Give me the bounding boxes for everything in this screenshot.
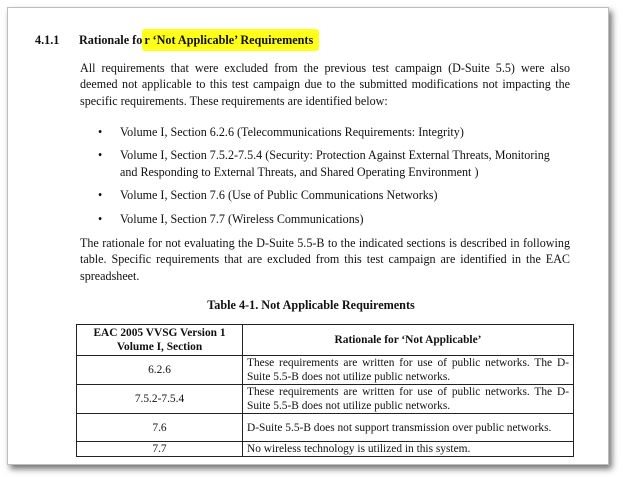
list-item-text: Volume I, Section 7.6 (Use of Public Communications Networks)	[120, 188, 438, 203]
bullet-icon: •	[98, 125, 103, 139]
section-title-highlighted: r ‘Not Applicable’ Requirements	[142, 29, 319, 51]
column-header-section: EAC 2005 VVSG Version 1 Volume I, Section	[77, 325, 243, 356]
requirements-list	[80, 124, 570, 234]
bullet-icon: •	[98, 211, 103, 226]
list-item	[80, 187, 570, 203]
table-row	[77, 414, 574, 442]
rationale-cell: These requirements are written for use of public networks. The D-Suite 5.5-B does not utilize public networks.	[243, 356, 574, 385]
section-cell: 7.5.2-7.5.4	[77, 385, 243, 414]
section-number: 4.1.1	[35, 33, 60, 47]
list-item	[80, 211, 570, 227]
table-row	[77, 385, 574, 414]
rationale-cell: No wireless technology is utilized in this system.	[243, 442, 574, 457]
list-item	[80, 124, 570, 140]
list-item-text: Volume I, Section 7.7 (Wireless Communications)	[120, 211, 364, 226]
not-applicable-table	[76, 324, 574, 457]
table-header-row	[77, 325, 574, 356]
table-row	[77, 356, 574, 385]
section-cell: 7.6	[77, 414, 243, 442]
list-item-text: Volume I, Section 7.5.2-7.5.4 (Security: Protection Against External Threats, Monitoring and Responding to External Threats, and Shared Operating Environment )	[120, 148, 550, 179]
section-title-prefix: Rationale fo	[79, 33, 143, 47]
rationale-cell: D-Suite 5.5-B does not support transmission over public networks.	[243, 414, 574, 442]
table-row	[77, 442, 574, 457]
section-heading	[35, 33, 319, 48]
section-cell: 7.7	[77, 442, 243, 457]
bullet-icon: •	[98, 148, 103, 163]
intro-paragraph: All requirements that were excluded from the previous test campaign (D-Suite 5.5) were also deemed not applicable to this test campaign due to the submitted modifications not impacting the specific requirements. These requirements are identified below:	[80, 61, 570, 108]
list-item-text: Volume I, Section 6.2.6 (Telecommunications Requirements: Integrity)	[120, 125, 464, 139]
document-page	[7, 7, 609, 465]
section-cell: 6.2.6	[77, 356, 243, 385]
table-caption: Table 4-1. Not Applicable Requirements	[207, 298, 415, 312]
rationale-paragraph: The rationale for not evaluating the D-Suite 5.5-B to the indicated sections is described in following table. Specific requirements that are excluded from this test campaign are identified in the EAC spreadsheet.	[80, 236, 570, 283]
list-item	[80, 147, 570, 180]
rationale-cell: These requirements are written for use of public networks. The D-Suite 5.5-B does not utilize public networks.	[243, 385, 574, 414]
bullet-icon: •	[98, 188, 103, 203]
column-header-rationale: Rationale for ‘Not Applicable’	[243, 325, 574, 356]
